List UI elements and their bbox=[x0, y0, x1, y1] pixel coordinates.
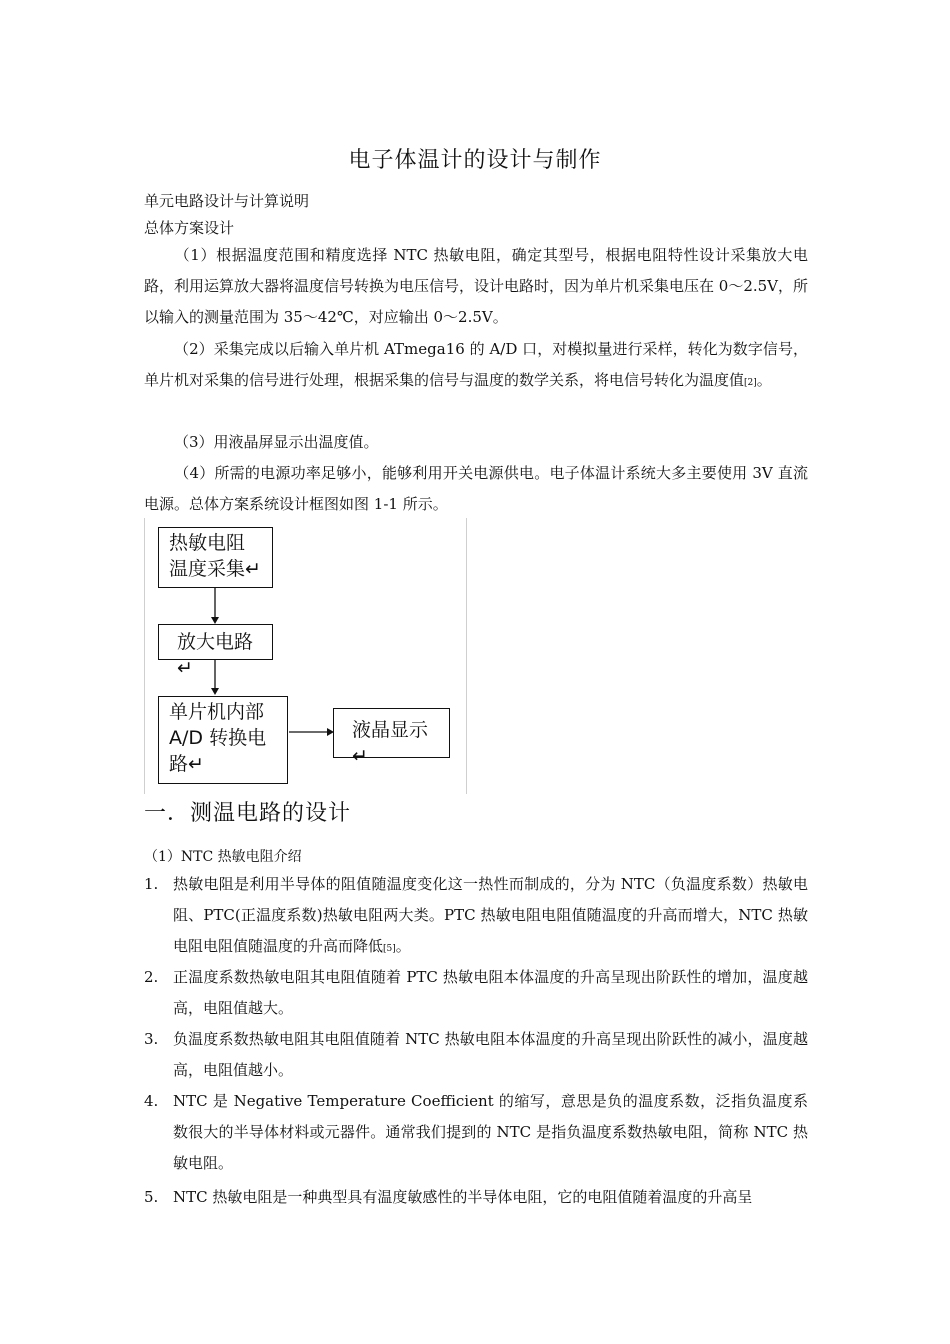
list-item-4 bbox=[144, 1086, 808, 1179]
arrow-head-1 bbox=[211, 617, 219, 624]
paragraph-1 bbox=[144, 240, 808, 333]
list-item-5-number: 5. bbox=[144, 1188, 159, 1206]
block-lcd-display: 液晶显示↵ bbox=[333, 708, 450, 758]
block-thermistor-sampling: 热敏电阻温度采集↵ bbox=[158, 527, 273, 588]
subtitle-overall-scheme: 总体方案设计 bbox=[144, 219, 235, 237]
list-item-2 bbox=[144, 962, 808, 1024]
block-mcu-adc: 单片机内部A/D 转换电路↵ bbox=[158, 696, 288, 784]
arrow-head-2 bbox=[211, 688, 219, 695]
list-item-2-text: 正温度系数热敏电阻其电阻值随着 PTC 热敏电阻本体温度的升高呈现出阶跃性的增加，温度越高，电阻值越大。 bbox=[173, 968, 808, 1017]
paragraph-1-text: （1）根据温度范围和精度选择 NTC 热敏电阻，确定其型号，根据电阻特性设计采集放大电路，利用运算放大器将温度信号转换为电压信号，设计电路时，因为单片机采集电压在 0～2.5V，所以输入的测量范围为 35～42℃，对应输出 0～2.5V。 bbox=[144, 246, 809, 326]
list-item-1-number: 1. bbox=[144, 875, 159, 893]
document-title: 电子体温计的设计与制作 bbox=[348, 148, 602, 173]
paragraph-3-text: （3）用液晶屏显示出温度值。 bbox=[174, 433, 379, 451]
list-item-1 bbox=[144, 869, 808, 965]
subtitle-unit-design: 单元电路设计与计算说明 bbox=[144, 192, 310, 210]
paragraph-2-tail: 。 bbox=[756, 371, 772, 389]
list-item-3-number: 3. bbox=[144, 1030, 159, 1048]
paragraph-4 bbox=[144, 458, 808, 520]
paragraph-4-text: （4）所需的电源功率足够小，能够利用开关电源供电。电子体温计系统大多主要使用 3V 直流电源。总体方案系统设计框图如图 1-1 所示。 bbox=[144, 464, 808, 513]
list-item-5-text: NTC 热敏电阻是一种典型具有温度敏感性的半导体电阻，它的电阻值随着温度的升高呈 bbox=[173, 1188, 753, 1206]
list-item-3 bbox=[144, 1024, 808, 1086]
block-amplifier-circuit: 放大电路↵ bbox=[158, 624, 273, 660]
paragraph-2-citation: [2] bbox=[744, 378, 757, 388]
section-ntc-intro: （1）NTC 热敏电阻介绍 bbox=[144, 849, 302, 865]
heading-temperature-circuit: 一．测温电路的设计 bbox=[144, 801, 352, 826]
list-item-4-number: 4. bbox=[144, 1092, 159, 1110]
list-item-4-text: NTC 是 Negative Temperature Coefficient 的缩写，意思是负的温度系数，泛指负温度系数很大的半导体材料或元器件。通常我们提到的 NTC 是指负温度系数热敏电阻，简称 NTC 热敏电阻。 bbox=[173, 1092, 808, 1172]
list-item-1-text: 热敏电阻是利用半导体的阻值随温度变化这一热性而制成的，分为 NTC（负温度系数）热敏电阻、PTC(正温度系数)热敏电阻两大类。PTC 热敏电阻电阻值随温度的升高而增大，NTC 热敏电阻电阻值随温度的升高而降低 bbox=[173, 875, 808, 955]
list-item-2-number: 2. bbox=[144, 968, 159, 986]
paragraph-2 bbox=[144, 334, 808, 399]
list-item-5 bbox=[144, 1182, 808, 1213]
list-item-1-citation: [5] bbox=[383, 944, 396, 954]
paragraph-3 bbox=[144, 427, 808, 458]
system-block-diagram bbox=[144, 518, 467, 794]
paragraph-2-text: （2）采集完成以后输入单片机 ATmega16 的 A/D 口，对模拟量进行采样，转化为数字信号，单片机对采集的信号进行处理，根据采集的信号与温度的数学关系，将电信号转化为温度值 bbox=[144, 340, 808, 389]
list-item-1-tail: 。 bbox=[395, 937, 411, 955]
list-item-3-text: 负温度系数热敏电阻其电阻值随着 NTC 热敏电阻本体温度的升高呈现出阶跃性的减小，温度越高，电阻值越小。 bbox=[173, 1030, 808, 1079]
